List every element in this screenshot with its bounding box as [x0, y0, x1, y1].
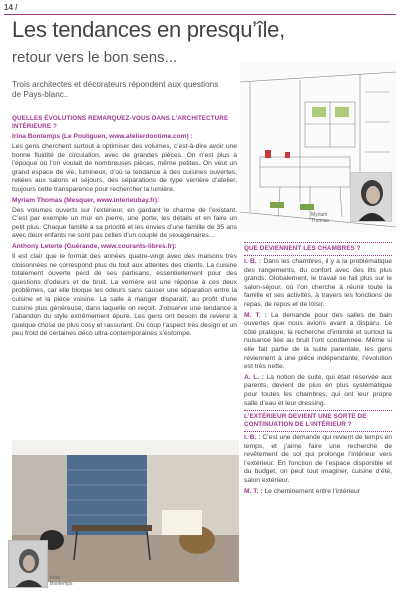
caption-myriam: Myriam Thomas	[311, 212, 330, 224]
speaker-anthony: Anthony Leterte (Guérande, www.courants-libres.fr):	[12, 242, 177, 250]
lead-ib-1: I. B. :	[244, 258, 262, 265]
caption-irina: Irina Bontemps	[50, 575, 73, 587]
lead-mt-2: M. T. :	[244, 487, 263, 495]
speaker-myriam: Myriam Thomas (Mesquer, www.interieubay.fr):	[12, 196, 160, 204]
article-subtitle: retour vers le bon sens...	[12, 49, 178, 66]
lead-mt-1: M. T. :	[244, 311, 267, 319]
answer-ib-exterieur: C’est une demande qui revient de temps en temps, et j’aime faire une recherche de revêtement de sol qui prolonge l’intérieur vers l’extérieur. En fonction de l’espace disponible et du budget, on peut tout imaginer, cuisine d’été, salon extérieur.	[244, 434, 392, 485]
lead-al-1: A. L. :	[244, 373, 264, 381]
answer-mt-exterieur: Le cheminement entre l’intérieur	[264, 487, 360, 495]
answer-mt-chambres: La demande pour des salles de bain ouvertes que nous avions avant a disparu. Le côté pratique, la recherche d’intimité et surtout la nuisance liée au bruit l’ont condamnée. Même si elle fait partie de la suite parentale, les gens reviennent à une pièce indépendante, l’évolution est très nette.	[244, 311, 393, 371]
right-column	[244, 240, 392, 498]
question-evolutions: QUELLES ÉVOLUTIONS REMARQUEZ-VOUS DANS L’ARCHITECTURE INTÉRIEURE ?	[12, 115, 229, 130]
left-column	[12, 115, 237, 341]
portrait-myriam-thomas	[350, 172, 392, 222]
question-chambres: QUE DEVIENNENT LES CHAMBRES ?	[244, 242, 392, 256]
answer-ib-chambres: Dans les chambres, il y a la problématique des rangements, du confort avec des lits plus grands. Globalement, le travail se fait plus sur le salon-séjour, où l’on cherche à réunir toute la famille et ses activités, à travers les fonctions de repas, de repos et de loisir.	[244, 258, 393, 308]
speaker-irina: Irina Bontemps (Le Pouliguen, www.atelierdootime.com) :	[12, 133, 193, 140]
answer-al-chambres: La notion de suite, qui était réservée aux parents, devient de plus en plus systématique pour toutes les chambres, qui ont leur propre salle d’eau et leur dressing.	[244, 373, 392, 407]
question-exterieur: L’EXTÉRIEUR DEVIENT UNE SORTE DE CONTINUATION DE L’INTÉRIEUR ?	[244, 410, 392, 432]
page-number: 14 /	[4, 3, 18, 12]
answer-irina: Les gens cherchent surtout à optimiser des volumes, c’est-à-dire avoir une bonne fluidité de circulation, avec de grandes pièces. On n’est plus à l’époque où l’on voulait de nombreuses pièces, même petites. On veut un grand espace de vie, lumineux, d’où la tendance à des cuisines ouvertes, reliées aux salons et séjours, des séparations de type verrière d’atelier, toujours cette transparence pour rechercher la lumière.	[12, 143, 237, 193]
article-title: Les tendances en presqu’île,	[12, 17, 285, 42]
article-intro: Trois architectes et décorateurs répondent aux questions de Pays-blanc..	[12, 80, 219, 99]
answer-anthony: Il est clair que le format des années quatre-vingt avec des maisons très cloisonnées ne correspond plus du tout aux attentes des clients. La cuisine totalement ouverte perd de ses partisans, essentiellement pour des questions d’odeurs et de bruit. La verrière est une réponse à ces deux problèmes, car elle bloque les odeurs sans causer une séparation entre la cuisine et la pièce voisine. La salle à manger disparaît, au profit d’une cuisine plus généreuse, dans laquelle on reçoit. J’observe une tendance à l’abandon du style extrêmement épuré. Les gens ont besoin de revenir à quelque chose de plus cosy et rassurant. Du coup l’aspect très design et un peu froid de certaines déco ultra-contemporaines s’estompe.	[12, 252, 237, 338]
portrait-irina-bontemps	[8, 540, 48, 588]
answer-myriam: Des volumes ouverts sur l’extérieur, en gardant le charme de l’existant. C’est par exemple un mur en pierre, une porte, les détails et en faire un petit plus. Chaque famille a sa priorité et les envies d’une famille de 35 ans avec deux enfants ne sont pas celles d’un couple de sexagénaires…	[12, 206, 237, 240]
lead-ib-2: I. B. :	[244, 434, 261, 442]
header-rule	[4, 14, 396, 15]
